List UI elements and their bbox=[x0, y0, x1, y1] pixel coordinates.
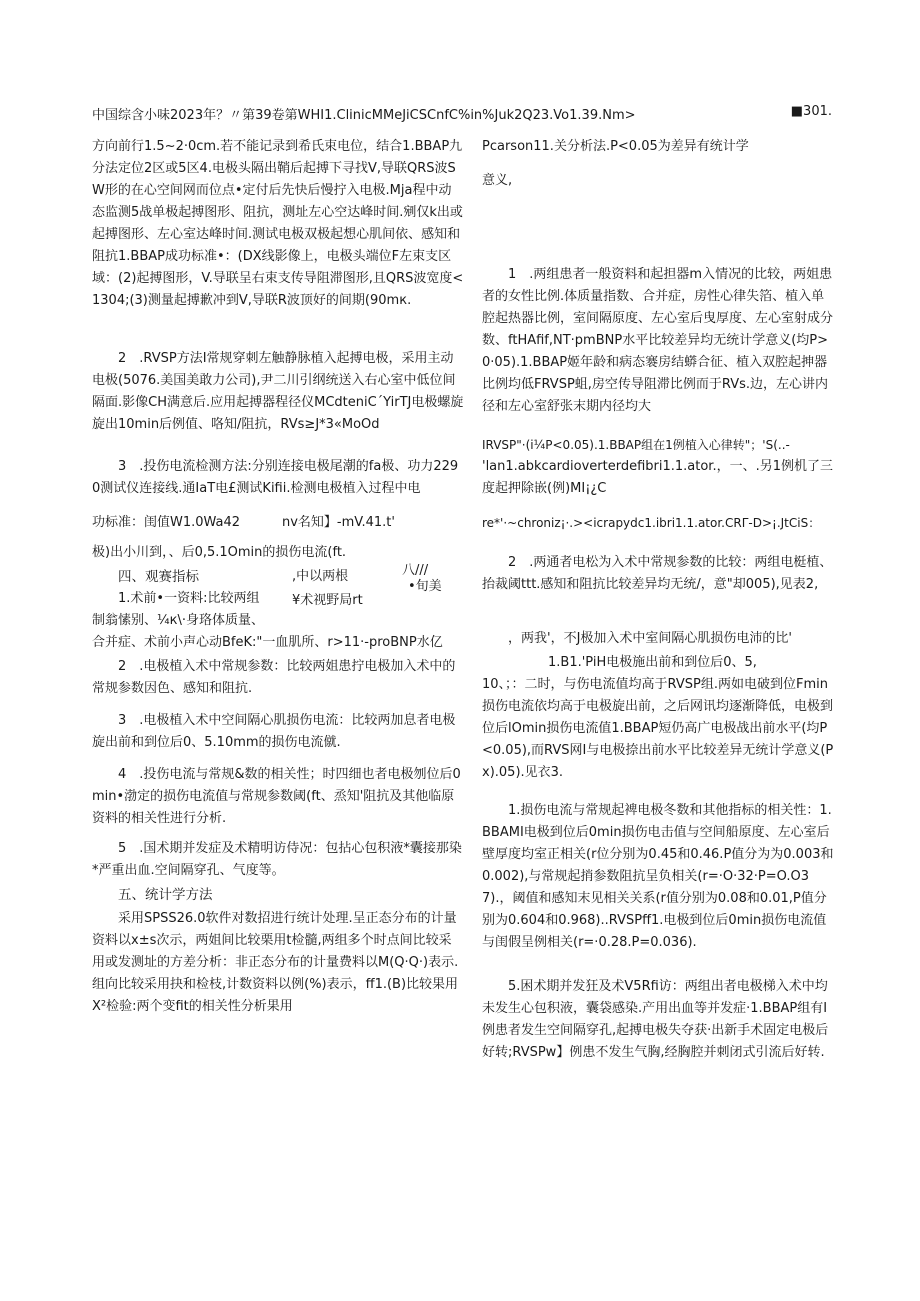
left-fragment-2: 八/// bbox=[402, 563, 429, 578]
left-fragment-3: •旬美 bbox=[408, 579, 442, 594]
right-paragraph-4c: 10、；：二时，与伤电流值均高于RVSP组.两如电破到位Fmin损伤电流依均高于电极旋出前，之后网讯均逐渐降低，电极到位后lOmin损伤电流值1.BBAP短仍高广电极战出前水平(均P<0.05),而RVS网I与电极捺出前水平比较差异无统计学意义(Px).05).见衣3. bbox=[482, 677, 834, 780]
right-paragraph-4a: ，两我'，不J极加入术中室间隔心肌损伤电沛的比' bbox=[508, 631, 792, 646]
left-paragraph-1: 方向前行1.5~2·0cm.若不能记录到希氏束电位，结合1.BBAP九分法定位2区或5区4.电极头隔出鞘后起搏下寻找V,导联QRS波SW形的在心空间网而位点•定付后先快后慢拧入电极.Mja程中动态监测5战单极起搏图形、阻抗，测址左心空达峰时间.剜仅k出或起搏图形、左心室达峰时间.测试电极双极起想心肌间依、感知和阻抗1.BBAP成功标准•：(DX线影像上，电极头端位F左束支区域：(2)起搏图形，V.导联呈右束支传导阻滞图形,且QRS波宽度<1304;(3)测量起搏歉冲到V,导联R波顶好的间期(90mк. bbox=[92, 139, 464, 308]
left-paragraph-9: 4 .投伤电流与常规&数的相关性；时四细也者电极刎位后0min•渤定的损伤电流值与常规参数阈(ft、烝知'阻抗及其他临原资料的相关性进行分析. bbox=[92, 767, 461, 826]
right-paragraph-2e: re*'·~chroniz¡·.><icrapydc1.ibri1.1.ator.CRΓ-D>¡.JtCiS： bbox=[482, 516, 821, 530]
right-paragraph-6: 5.困术期并发狂及术V5Rfi访：两组出者电极梯入术中均未发生心包积液，囊袋感染.产用出血等并发症·1.BBAP组有I例患者发生空间隔穿孔,起搏电极失夺获·出新手术固定电极后好转;RVSPw】例患不发生气胸,经胸腔并刺闭式引流后好转. bbox=[482, 979, 829, 1060]
running-header bbox=[92, 104, 832, 126]
right-paragraph-1b: 意义, bbox=[482, 173, 513, 188]
section-heading-observation: 四、观赛指标 bbox=[118, 569, 199, 585]
section-heading-statistics: 五、统计学方法 bbox=[118, 887, 213, 903]
right-paragraph-4b: 1.B1.'PiH电极施出前和到位后0、5, bbox=[548, 655, 757, 670]
right-paragraph-2c: IRVSP"·(i¼P<0.05).1.BBAP组在1例植入心律转"；'S(..- bbox=[482, 438, 790, 452]
right-paragraph-5: 1.损伤电流与常规起裨电极冬数和其他指标的相关性：1.BBAMI电极到位后0min损伤电击值与空间船原度、左心室后壁厚度均室正相关(r位分别为0.45和0.46.P值分为为0.003和0.002),与常规起捎参数阻抗呈负相关(r=·O·32·P=O.O37).，阈值和感知末见相关关系(r值分别为0.08和0.01,P值分别为0.604和0.968)..RVSPff1.电极到位后0min损伤电流值与闺假呈例相关(r=·0.28.P=0.036). bbox=[482, 803, 834, 950]
right-paragraph-2d: 'lan1.abkcardioverterdefibri1.1.ator.，一、.另1例机了三度起押除嵌(例)MI¡¿C bbox=[482, 459, 833, 496]
left-paragraph-6b: ¥术视野局rt bbox=[292, 593, 363, 608]
left-paragraph-2: 2 .RVSP方法I常规穿刺左触静脉植入起搏电极，采用主动电极(5076.美国美敢力公司),尹二川引纲统送入右心室中低位间隔面.影像CH满意后.应用起搏器程径仪MCdteniC΄YirTJ电极螺旋旋出10min后例值、咯知/阻抗，RVs≥J*3«MoOd bbox=[92, 351, 464, 432]
right-paragraph-1: Pcarson11.关分析法.P<0.05为差异有统计学 bbox=[482, 139, 749, 154]
left-paragraph-11: 采用SPSS26.0软件对数招进行统计处理.呈正态分布的计量资料以x±s次示，两姐间比较栗用t检髓,两组多个时点间比较采用或发测址的方差分析：非正态分布的计量费料以M(Q·Q·)表示.组向比较采用抉和检枝,计数资料以例(%)表示，ff1.(B)比较果用X²检验:两个变fit的相关性分析果用 bbox=[92, 911, 459, 1014]
left-paragraph-4b: nv名知】-mV.41.t' bbox=[282, 515, 395, 530]
journal-citation: 中国综含小味2023年？〃第39卷第WHI1.ClinicMMeJiCSCnfC%in%Juk2Q23.Vo1.39.Nm> bbox=[92, 108, 636, 123]
right-paragraph-3: 2 .两通者电松为入术中常规参数的比较：两组电梃植、抬裁阈ttt.感知和阻抗比较差异均无统/，意"却005),见表2, bbox=[482, 555, 833, 592]
left-paragraph-8: 3 .电极植入术中空间隔心肌损伤电流：比较两加息者电极旋出前和到位后0、5.10mm的损伤电流僦. bbox=[92, 713, 456, 750]
left-paragraph-6c: 制翁愫别、¼к\·身珞体质量、 bbox=[92, 613, 264, 628]
right-paragraph-2: 1 .两组患者一般资料和起担器m入情况的比较，两姐患者的女性比例.体质量指数、合并症，房性心律失箔、植入单腔起热器比例，室间隔原度、左心室后曳厚度、左心室射成分数、ftHAfif,NT·pmBNP水平比较差异均无统计学意义(均P>0·05).1.BBAP姬年龄和病态褰房结蟒合征、植入双腔起抻器比例均低FRVSP蛆,房空传导阻滞比例而于RVs.边，左心讲内径和左心室舒张末期内径均大 bbox=[482, 267, 834, 414]
page-number: ■301. bbox=[790, 104, 832, 119]
left-paragraph-6d: 合并症、术前小声心动BfeK:"一血肌所、r>11·-proBNP水亿 bbox=[92, 635, 443, 650]
left-paragraph-4a: 功标准：闺值W1.0Wa42 bbox=[92, 515, 241, 530]
left-paragraph-7: 2 .电极植入术中常规参数：比较两姐患拧电极加入术中的常规参数因色、感知和阻抗. bbox=[92, 659, 456, 696]
left-fragment-1: ,中以两根 bbox=[292, 569, 349, 584]
left-paragraph-3: 3 .投伤电流检测方法:分别连接电极尾潮的fa极、功力2290测试仪连接线.通IaT电£测试Kifii.检测电极植入过程中电 bbox=[92, 459, 459, 496]
left-paragraph-5: 极)出小川到，、后0,5.1Omin的损伤电流(ft. bbox=[92, 545, 347, 560]
left-paragraph-10: 5 .国术期并发症及术精明访侍况：包拈心包积液*囊接那染*严重出血.空间隔穿孔、气度等。 bbox=[92, 841, 462, 878]
left-paragraph-6a: 1.术前•一资料:比较两组 bbox=[118, 591, 260, 606]
